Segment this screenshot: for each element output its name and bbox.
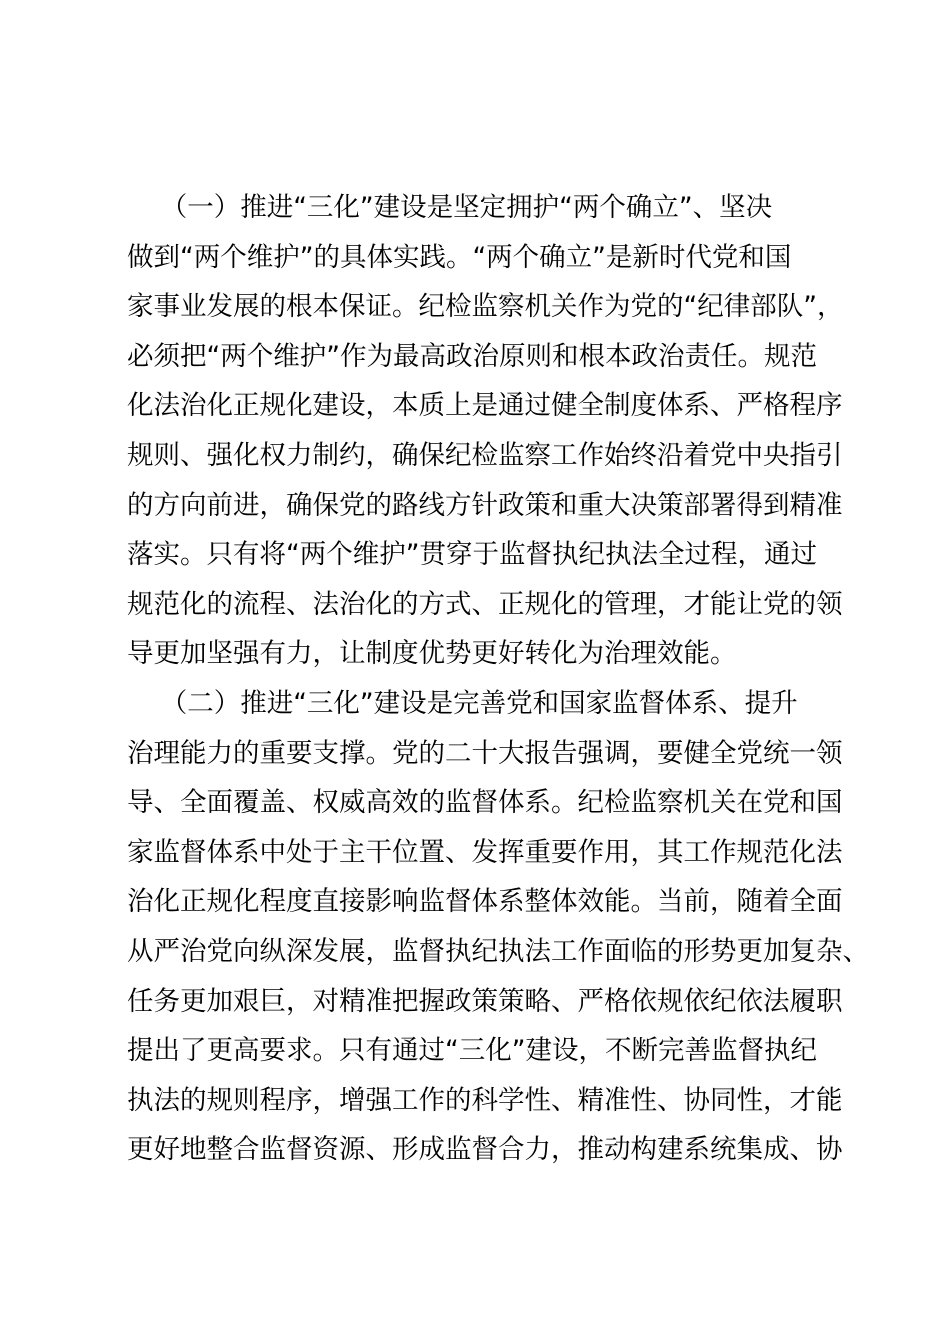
text-line: 家事业发展的根本保证。纪检监察机关作为党的“纪律部队”，: [127, 291, 844, 323]
text-line: 家监督体系中处于主干位置、发挥重要作用，其工作规范化法: [127, 836, 843, 868]
text-line: 治化正规化程度直接影响监督体系整体效能。当前，随着全面: [127, 886, 843, 918]
text-line: 提出了更高要求。只有通过“三化”建设，不断完善监督执纪: [127, 1035, 817, 1067]
text-line: 治理能力的重要支撑。党的二十大报告强调，要健全党统一领: [127, 737, 843, 769]
text-line: 规范化的流程、法治化的方式、正规化的管理，才能让党的领: [127, 588, 843, 620]
text-line: 的方向前进，确保党的路线方针政策和重大决策部署得到精准: [127, 489, 843, 521]
text-line: 任务更加艰巨，对精准把握政策策略、严格依规依纪依法履职: [127, 985, 843, 1017]
text-line: 更好地整合监督资源、形成监督合力，推动构建系统集成、协: [127, 1134, 843, 1166]
text-line: 化法治化正规化建设，本质上是通过健全制度体系、严格程序: [127, 390, 843, 422]
text-line: 导、全面覆盖、权威高效的监督体系。纪检监察机关在党和国: [127, 787, 843, 819]
text-line: 导更加坚强有力，让制度优势更好转化为治理效能。: [127, 638, 737, 670]
text-line: 做到“两个维护”的具体实践。“两个确立”是新时代党和国: [127, 241, 792, 273]
text-line: 从严治党向纵深发展，监督执纪执法工作面临的形势更加复杂、: [127, 935, 869, 967]
text-line: 必须把“两个维护”作为最高政治原则和根本政治责任。规范: [127, 340, 817, 372]
document-body: [127, 183, 869, 1175]
text-line: 落实。只有将“两个维护”贯穿于监督执纪执法全过程，通过: [127, 539, 817, 571]
text-line: （二）推进“三化”建设是完善党和国家监督体系、提升: [127, 687, 798, 719]
text-line: 执法的规则程序，增强工作的科学性、精准性、协同性，才能: [127, 1084, 843, 1116]
text-line: 规则、强化权力制约，确保纪检监察工作始终沿着党中央指引: [127, 439, 843, 471]
text-line: （一）推进“三化”建设是坚定拥护“两个确立”、坚决: [127, 192, 773, 223]
